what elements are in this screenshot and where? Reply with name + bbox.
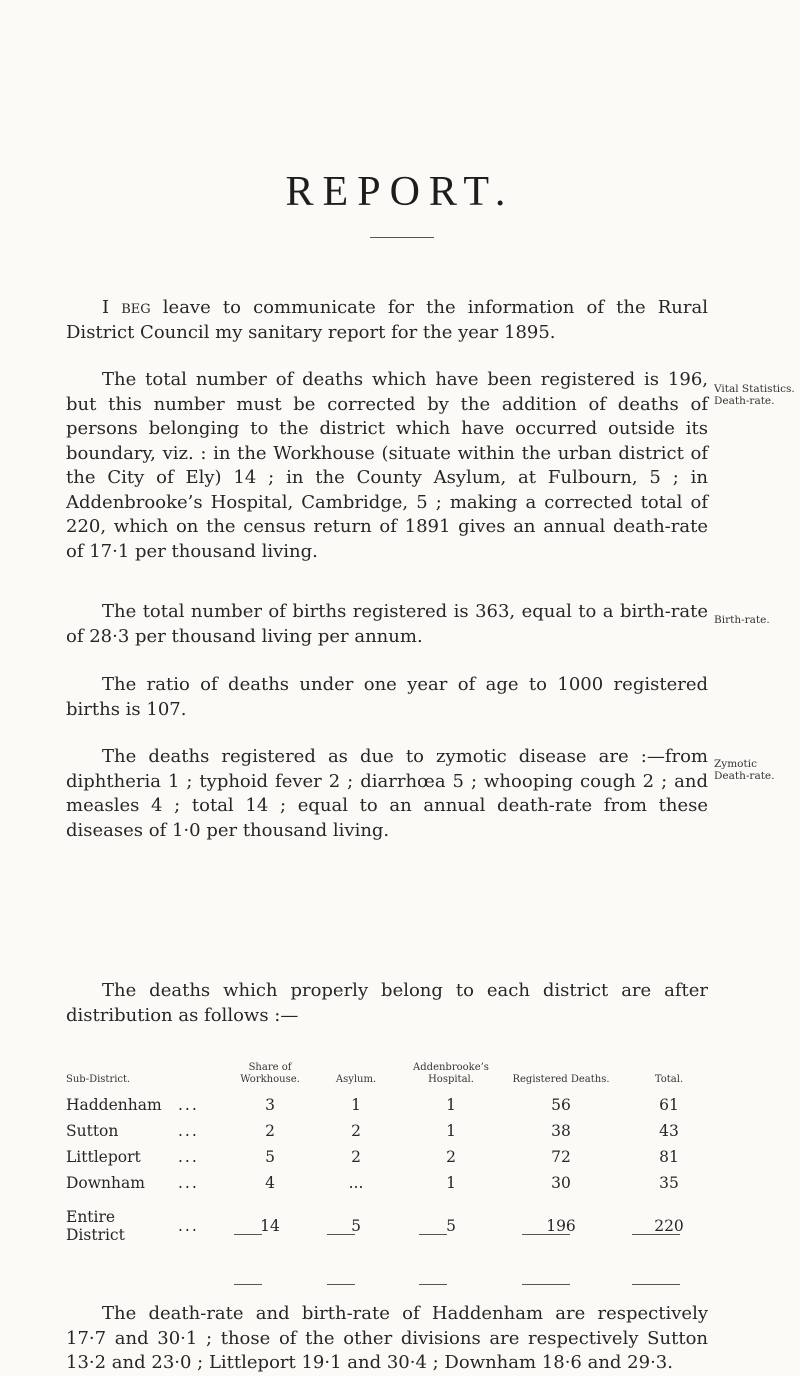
sum-rule-total-bottom (632, 1284, 680, 1285)
row-registered: 30 (551, 1174, 571, 1192)
sum-rule-registered-top (522, 1234, 570, 1235)
table-total-row (66, 1196, 722, 1244)
header-asylum: Asylum. (335, 1074, 377, 1085)
sum-rule-hospital-top (419, 1234, 447, 1235)
header-sub-district: Sub-District. (66, 1074, 131, 1085)
row-leader-dots: ... (178, 1174, 199, 1192)
paragraph-district-rates: The death-rate and birth-rate of Haddenham are respectively 17·7 and 30·1 ; those of the other divisions are respectively Sutton 13·2 and 23·0 ; Littleport 19·1 and 30·4 ; Downham 18·6 and 29·3. (66, 1303, 708, 1373)
title-rule (370, 237, 434, 238)
table-row (66, 1144, 722, 1170)
margin-note-birth-rate: Birth-rate. (714, 614, 770, 626)
row-workhouse: 3 (265, 1096, 275, 1114)
paragraph-introduction (66, 296, 708, 345)
row-total: 81 (659, 1148, 679, 1166)
row-leader-dots: ... (178, 1122, 199, 1140)
sum-rule-registered-bottom (522, 1284, 570, 1285)
row-total: 61 (659, 1096, 679, 1114)
header-registered-deaths: Registered Deaths. (512, 1074, 610, 1085)
paragraph-infant-mortality: The ratio of deaths under one year of age to 1000 registered births is 107. (66, 674, 708, 720)
row-asylum: 1 (351, 1096, 361, 1114)
row-registered: 56 (551, 1096, 571, 1114)
header-workhouse: Share of Workhouse. (240, 1062, 300, 1085)
row-total: 43 (659, 1122, 679, 1140)
row-asylum: 2 (351, 1122, 361, 1140)
sum-rule-asylum-bottom (327, 1284, 355, 1285)
table-row (66, 1092, 722, 1118)
total-workhouse: 14 (260, 1217, 280, 1235)
paragraph-distribution: The deaths which properly belong to each district are after distribution as follows :— (66, 980, 708, 1026)
total-hospital: 5 (446, 1217, 456, 1235)
row-hospital: 2 (446, 1148, 456, 1166)
row-registered: 38 (551, 1122, 571, 1140)
row-total: 35 (659, 1174, 679, 1192)
table-header-row (66, 1062, 722, 1092)
table-row (66, 1170, 722, 1196)
sum-rule-workhouse-top (234, 1234, 262, 1235)
row-hospital: 1 (446, 1122, 456, 1140)
row-workhouse: 5 (265, 1148, 275, 1166)
row-hospital: 1 (446, 1174, 456, 1192)
margin-note-death-rate: Death-rate. (714, 395, 775, 407)
margin-note-zymotic-death-rate: Death-rate. (714, 770, 775, 782)
row-asylum: 2 (351, 1148, 361, 1166)
paragraph-birth-rate: The total number of births registered is 363, equal to a birth-rate of 28·3 per thousand living per annum. (66, 601, 708, 647)
margin-note-vital-statistics (714, 383, 800, 407)
margin-note-zymotic-title: Zymotic (714, 758, 757, 770)
row-registered: 72 (551, 1148, 571, 1166)
header-total: Total. (654, 1074, 684, 1085)
margin-note-zymotic (714, 758, 800, 782)
row-workhouse: 4 (265, 1174, 275, 1192)
row-sub-district: Haddenham (66, 1096, 162, 1114)
deaths-distribution-table (66, 1062, 722, 1244)
row-sub-district: Downham (66, 1174, 145, 1192)
header-hospital: Addenbrooke’s Hospital. (413, 1062, 489, 1085)
row-asylum: ... (348, 1174, 364, 1192)
sum-rule-hospital-bottom (419, 1284, 447, 1285)
paragraph-zymotic-disease: The deaths registered as due to zymotic disease are :—from diphtheria 1 ; typhoid fever 2 ; diarrhœa 5 ; whooping cough 2 ; and measles 4 ; total 14 ; equal to an annual death-rate from these diseases of 1·0 per thousand living. (66, 746, 708, 841)
paragraph-vital-statistics: The total number of deaths which have been registered is 196, but this number must be corrected by the addition of deaths of persons belonging to the district which have occurred outside its boundary, viz. : in the Workhouse (situate within the urban district of the City of Ely) 14 ; in the County Asylum, at Fulbourn, 5 ; in Addenbrooke’s Hospital, Cambridge, 5 ; making a corrected total of 220, which on the census return of 1891 gives an annual death-rate of 17·1 per thousand living. (66, 369, 708, 562)
intro-lead-words: I beg (102, 297, 151, 318)
row-sub-district: Littleport (66, 1148, 141, 1166)
margin-note-vital-statistics-title: Vital Statistics. (714, 383, 795, 395)
row-sub-district: Sutton (66, 1122, 119, 1140)
row-hospital: 1 (446, 1096, 456, 1114)
total-row-label: Entire District (66, 1208, 125, 1244)
total-total: 220 (654, 1217, 684, 1235)
sum-rule-workhouse-bottom (234, 1284, 262, 1285)
row-leader-dots: ... (178, 1148, 199, 1166)
sum-rule-total-top (632, 1234, 680, 1235)
intro-text: leave to communicate for the information of the Rural District Council my sanitary report for the year 1895. (66, 297, 708, 343)
total-registered: 196 (546, 1217, 576, 1235)
table-row (66, 1118, 722, 1144)
row-leader-dots: ... (178, 1096, 199, 1114)
row-workhouse: 2 (265, 1122, 275, 1140)
report-title: REPORT. (285, 169, 515, 215)
total-row-leader-dots: ... (178, 1217, 199, 1235)
total-asylum: 5 (351, 1217, 361, 1235)
sum-rule-asylum-top (327, 1234, 355, 1235)
